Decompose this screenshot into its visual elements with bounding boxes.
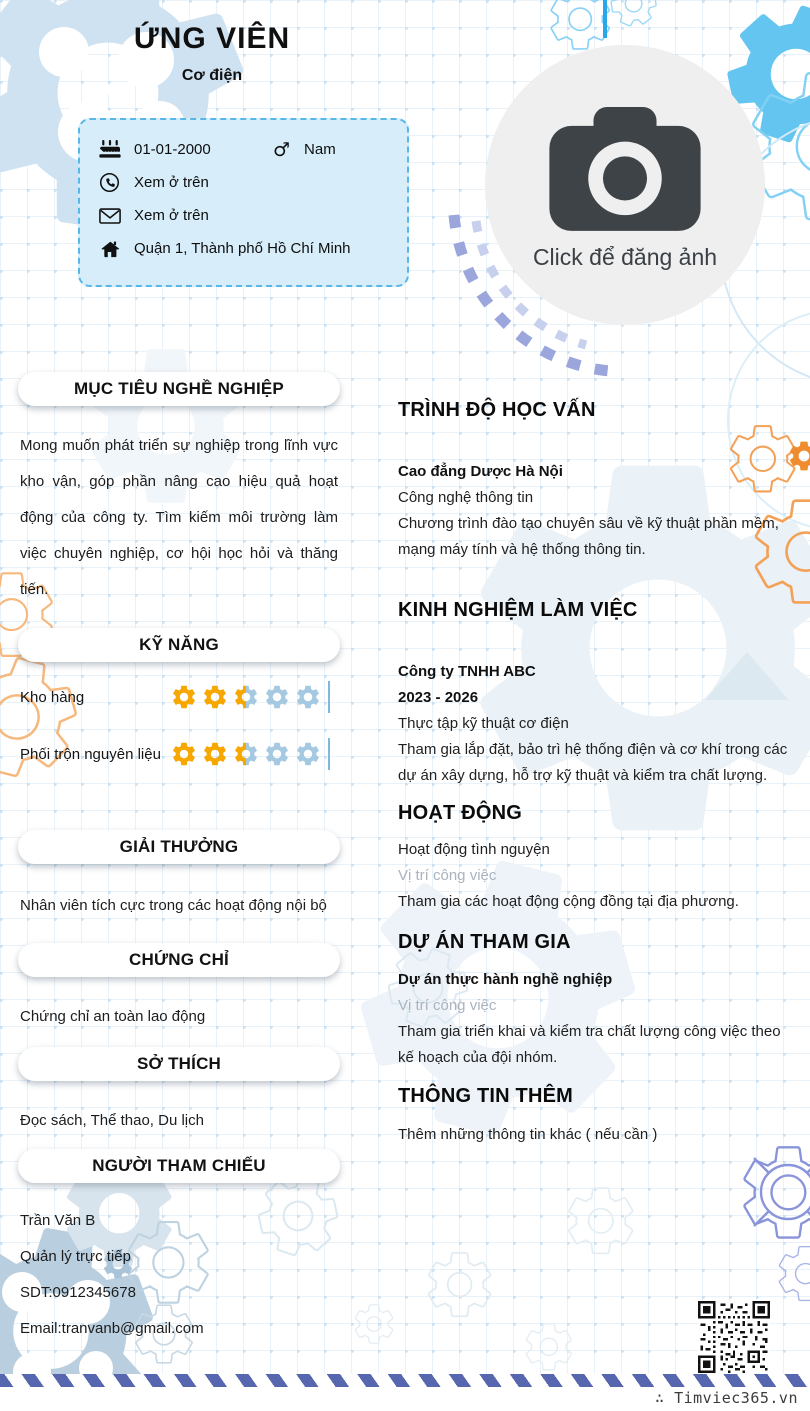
rating-track-end [328,681,330,713]
section-heading-hobbies: SỞ THÍCH [18,1047,340,1081]
hobbies-text[interactable]: Đọc sách, Thể thao, Du lịch [20,1112,204,1129]
candidate-name[interactable]: ỨNG VIÊN [133,22,291,55]
section-heading-certificates: CHỨNG CHỈ [18,943,340,977]
project-position-placeholder[interactable]: Vị trí công việc [398,997,497,1014]
gender-field[interactable] [273,139,391,161]
experience-company[interactable]: Công ty TNHH ABC [398,663,536,680]
section-heading-awards: GIẢI THƯỞNG [18,830,340,864]
experience-period[interactable]: 2023 - 2026 [398,689,479,706]
section-heading-additional: THÔNG TIN THÊM [398,1085,574,1107]
gear-rating-icon[interactable] [232,683,260,711]
reference-role[interactable]: Quản lý trực tiếp [20,1248,131,1265]
objective-text[interactable]: Mong muốn phát triển sự nghiệp trong lĩnh vực kho vận, góp phần nâng cao hiệu quả hoạt động của công ty. Tìm kiếm môi trường làm việc chuyên nghiệp, cơ hội học hỏi và thăng tiến. [20,437,338,598]
section-heading-projects: DỰ ÁN THAM GIA [398,931,571,953]
gear-rating-icon[interactable] [294,740,322,768]
skill-label[interactable]: Phối trộn nguyên liệu [20,745,161,763]
dob-value[interactable]: 01-01-2000 [134,141,211,158]
email-value[interactable]: Xem ở trên [134,207,209,224]
gender-value[interactable]: Nam [304,141,336,158]
project-description[interactable]: Tham gia triển khai và kiểm tra chất lượng công việc theo kế hoạch của đội nhóm. [398,1023,781,1066]
phone-icon [97,172,122,193]
section-heading-experience: KINH NGHIỆM LÀM VIỆC [398,599,638,621]
education-major[interactable]: Công nghệ thông tin [398,489,534,506]
gear-rating-icon[interactable] [170,740,198,768]
skill-row [18,675,340,719]
phone-value[interactable]: Xem ở trên [134,174,209,191]
section-heading-skills: KỸ NĂNG [18,628,340,662]
gear-rating-icon[interactable] [294,683,322,711]
envelope-icon [97,207,122,225]
skill-rating[interactable] [170,681,330,713]
gear-rating-icon[interactable] [170,683,198,711]
activity-position-placeholder[interactable]: Vị trí công việc [398,867,497,884]
qr-code [698,1301,770,1373]
skill-rating[interactable] [170,738,330,770]
job-title[interactable]: Cơ điện [181,67,243,84]
experience-position[interactable]: Thực tập kỹ thuật cơ điện [398,715,569,732]
contact-row-email[interactable] [97,199,391,232]
section-heading-education: TRÌNH ĐỘ HỌC VẤN [398,399,596,421]
project-name[interactable]: Dự án thực hành nghề nghiệp [398,971,613,988]
cv-header [0,22,424,85]
photo-upload-button[interactable] [485,45,765,325]
contact-card [78,118,409,287]
section-heading-activities: HOẠT ĐỘNG [398,802,523,824]
education-school[interactable]: Cao đẳng Dược Hà Nội [398,463,563,480]
education-description[interactable]: Chương trình đào tạo chuyên sâu về kỹ thuật phần mềm, mạng máy tính và hệ thống thông tin. [398,515,779,558]
home-icon [97,239,122,258]
address-value[interactable]: Quận 1, Thành phố Hồ Chí Minh [134,240,351,257]
male-symbol-icon: ♂ [273,138,291,161]
gear-rating-icon[interactable] [263,740,291,768]
activity-name[interactable]: Hoạt động tình nguyện [398,841,550,858]
footer-stripes-border [0,1374,810,1387]
gear-rating-icon[interactable] [232,740,260,768]
gear-rating-icon[interactable] [201,683,229,711]
contact-row-dob[interactable] [97,133,391,166]
reference-phone[interactable]: SDT:0912345678 [20,1284,136,1301]
activity-description[interactable]: Tham gia các hoạt động cộng đồng tại địa phương. [398,893,739,910]
section-heading-references: NGƯỜI THAM CHIẾU [18,1149,340,1183]
skill-label[interactable]: Kho hàng [20,688,85,706]
birthday-cake-icon [97,140,122,160]
contact-row-address[interactable] [97,232,391,265]
left-column [18,372,340,1347]
additional-text[interactable]: Thêm những thông tin khác ( nếu cần ) [398,1126,658,1143]
certificates-text[interactable]: Chứng chỉ an toàn lao động [20,1008,206,1025]
awards-text[interactable]: Nhân viên tích cực trong các hoạt động nội bộ [20,897,327,914]
gear-rating-icon[interactable] [201,740,229,768]
experience-description[interactable]: Tham gia lắp đặt, bảo trì hệ thống điện và cơ khí trong các dự án xây dựng, hỗ trợ kỹ thuật và kiểm tra chất lượng. [398,741,788,784]
right-column [398,399,792,1148]
gear-rating-icon[interactable] [263,683,291,711]
reference-email[interactable]: Email:tranvanb@gmail.com [20,1320,204,1337]
contact-row-phone[interactable] [97,166,391,199]
section-heading-objective: MỤC TIÊU NGHỀ NGHIỆP [18,372,340,406]
rating-track-end [328,738,330,770]
camera-icon [541,100,709,240]
brand-watermark: ∴ Timviec365.vn [655,1389,798,1407]
skill-row [18,732,340,776]
reference-name[interactable]: Trần Văn B [20,1212,96,1229]
photo-upload-caption: Click để đăng ảnh [532,243,718,270]
